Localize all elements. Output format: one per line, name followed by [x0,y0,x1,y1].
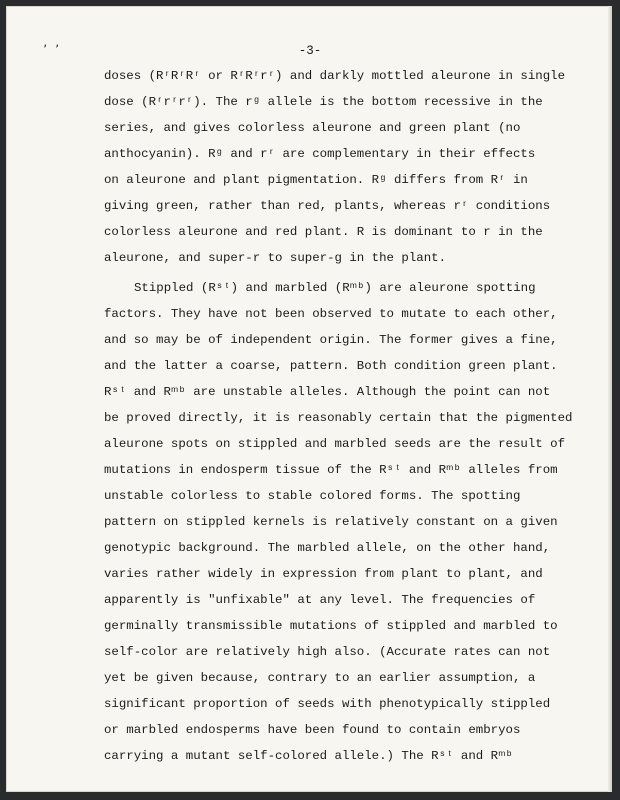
text-line: and the latter a coarse, pattern. Both condition green plant. [104,359,558,373]
text-line: pattern on stippled kernels is relatively constant on a given [104,515,558,529]
text-line: and so may be of independent origin. The former gives a fine, [104,333,558,347]
text-line: aleurone, and super-r to super-g in the plant. [104,251,447,265]
text-line: varies rather widely in expression from plant to plant, and [104,567,543,581]
text-line: mutations in endosperm tissue of the Rˢᵗ and Rᵐᵇ alleles from [104,463,558,477]
text-line: self-color are relatively high also. (Accurate rates can not [104,645,551,659]
text-line: be proved directly, it is reasonably certain that the pigmented [104,411,573,425]
text-line: significant proportion of seeds with phenotypically stippled [104,697,551,711]
text-line: or marbled endosperms have been found to contain embryos [104,723,521,737]
text-line: germinally transmissible mutations of stippled and marbled to [104,619,558,633]
text-line: factors. They have not been observed to mutate to each other, [104,307,558,321]
text-line: carrying a mutant self-colored allele.) The Rˢᵗ and Rᵐᵇ [104,749,513,763]
text-line: series, and gives colorless aleurone and green plant (no [104,121,521,135]
text-line: on aleurone and plant pigmentation. Rᵍ differs from Rʳ in [104,173,528,187]
text-line: genotypic background. The marbled allele, on the other hand, [104,541,551,555]
text-line: yet be given because, contrary to an earlier assumption, a [104,671,536,685]
text-line: dose (Rʳrʳrʳ). The rᵍ allele is the bottom recessive in the [104,95,543,109]
text-line: giving green, rather than red, plants, whereas rʳ conditions [104,199,551,213]
text-line: aleurone spots on stippled and marbled seeds are the result of [104,437,566,451]
page-number: -3- [298,44,322,58]
text-line: unstable colorless to stable colored forms. The spotting [104,489,521,503]
text-line: doses (RʳRʳRʳ or RʳRʳrʳ) and darkly mottled aleurone in single [104,69,566,83]
text-line: Rˢᵗ and Rᵐᵇ are unstable alleles. Although the point can not [104,385,551,399]
margin-marks: ʼ ʼ [42,44,61,55]
text-line: anthocyanin). Rᵍ and rʳ are complementary in their effects [104,147,536,161]
text-line: colorless aleurone and red plant. R is dominant to r in the [104,225,543,239]
paragraph-start-line: Stippled (Rˢᵗ) and marbled (Rᵐᵇ) are aleurone spotting [134,281,536,295]
text-line: apparently is "unfixable" at any level. The frequencies of [104,593,536,607]
